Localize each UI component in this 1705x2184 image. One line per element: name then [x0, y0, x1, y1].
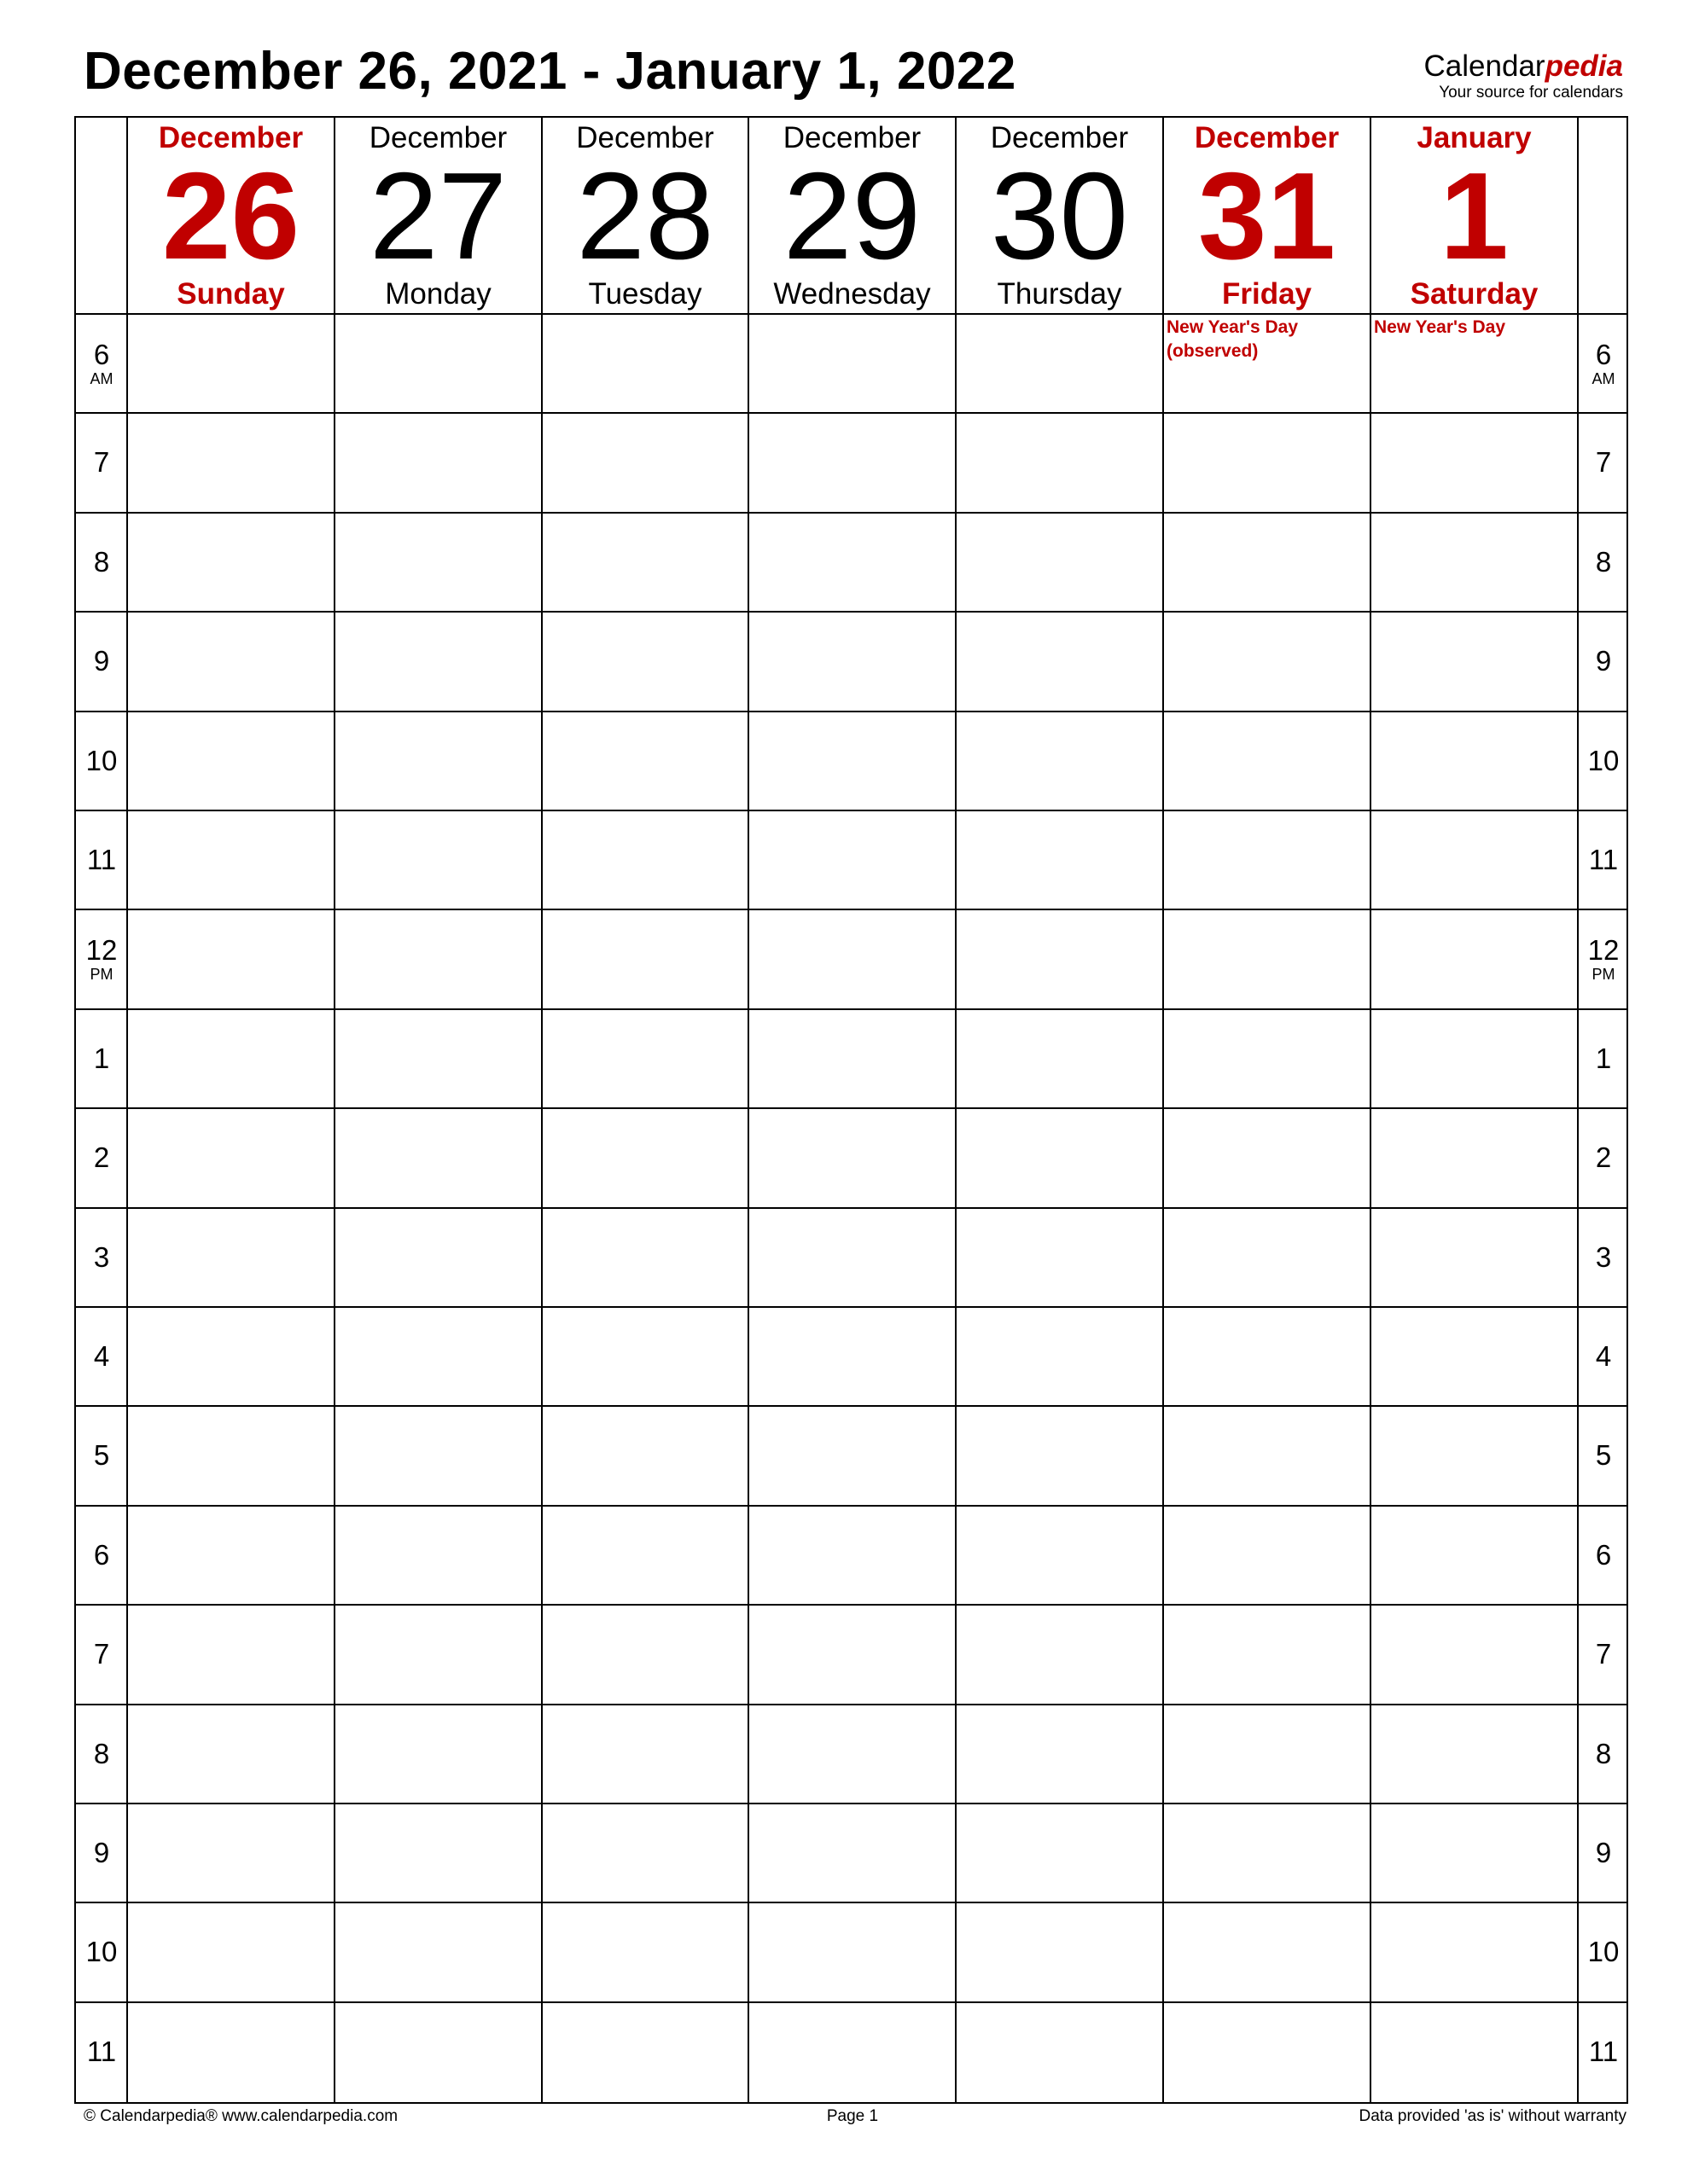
hour-label-right — [1578, 1242, 1629, 1273]
hour-number: 7 — [93, 1638, 110, 1670]
hour-number: 4 — [93, 1340, 110, 1372]
hour-label-left — [76, 547, 127, 578]
hour-label-left — [76, 1838, 127, 1868]
holiday-note: New Year's Day (observed) — [1167, 317, 1299, 361]
hour-label-left — [76, 1341, 127, 1372]
hour-label-right — [1578, 935, 1629, 983]
column-divider — [1577, 118, 1579, 2102]
hour-label-right — [1578, 1639, 1629, 1670]
hour-label-left — [76, 845, 127, 875]
hour-number: 9 — [93, 1837, 110, 1868]
day-name: Thursday — [997, 277, 1122, 311]
day-name: Tuesday — [588, 277, 702, 311]
row-divider — [76, 711, 1626, 712]
hour-label-right — [1578, 547, 1629, 578]
hour-number: 2 — [93, 1141, 110, 1174]
column-divider — [126, 118, 128, 2102]
row-divider — [76, 1902, 1626, 1903]
hour-label-right — [1578, 746, 1629, 776]
hour-number: 5 — [93, 1439, 110, 1472]
hour-number: 7 — [93, 446, 110, 479]
day-number: 31 — [1197, 147, 1336, 285]
hour-number: 1 — [93, 1042, 110, 1074]
hour-label-right — [1578, 1043, 1629, 1074]
hour-number: 10 — [1587, 744, 1620, 776]
day-name: Friday — [1221, 277, 1312, 311]
day-month: December — [783, 121, 922, 154]
day-month: December — [158, 121, 304, 154]
hour-number: 10 — [1587, 1936, 1620, 1968]
day-name: Monday — [385, 277, 492, 311]
day-number: 29 — [783, 147, 922, 285]
hour-number: 1 — [1595, 1042, 1612, 1074]
hour-number: 3 — [1595, 1240, 1612, 1273]
hour-ampm: AM — [90, 370, 113, 387]
day-header-friday — [1163, 118, 1370, 314]
hour-label-left — [76, 2036, 127, 2067]
day-month: January — [1417, 121, 1532, 154]
hour-label-left — [76, 1043, 127, 1074]
day-name: Wednesday — [773, 277, 931, 311]
day-number: 30 — [990, 147, 1129, 285]
hour-number: 3 — [93, 1240, 110, 1273]
hour-number: 9 — [1595, 1837, 1612, 1868]
hour-label-right — [1578, 1440, 1629, 1471]
hour-number: 6 — [1595, 339, 1612, 370]
day-header-wednesday — [748, 118, 956, 314]
day-month: December — [990, 121, 1129, 154]
hour-number: 11 — [1588, 2035, 1619, 2067]
hour-label-right — [1578, 1739, 1629, 1769]
column-divider — [1162, 118, 1164, 2102]
hour-number: 8 — [1595, 545, 1612, 578]
row-divider — [76, 1505, 1626, 1507]
day-number: 27 — [369, 147, 508, 285]
brand-tagline: Your source for calendars — [1439, 84, 1623, 102]
hour-label-right — [1578, 646, 1629, 677]
row-divider — [76, 512, 1626, 514]
hour-number: 7 — [1595, 446, 1612, 479]
row-divider — [76, 810, 1626, 811]
hour-label-left — [76, 935, 127, 983]
hour-ampm: AM — [1592, 370, 1615, 387]
row-divider — [76, 611, 1626, 613]
hour-number: 4 — [1595, 1340, 1612, 1372]
brand-name: Calendarpedia — [1423, 49, 1623, 83]
row-divider — [76, 1604, 1626, 1606]
row-divider — [76, 1704, 1626, 1705]
hour-number: 10 — [85, 744, 118, 776]
hour-number: 5 — [1595, 1439, 1612, 1472]
hour-number: 9 — [93, 645, 110, 677]
row-divider — [76, 1207, 1626, 1209]
hour-number: 6 — [93, 1538, 110, 1571]
day-name: Saturday — [1410, 277, 1539, 311]
column-divider — [1370, 118, 1371, 2102]
hour-number: 11 — [1588, 844, 1619, 875]
column-divider — [334, 118, 335, 2102]
hour-label-left — [76, 447, 127, 478]
column-divider — [541, 118, 543, 2102]
hour-number: 11 — [86, 2035, 117, 2067]
row-divider — [76, 1803, 1626, 1804]
hour-number: 8 — [93, 545, 110, 578]
hour-label-left — [76, 1540, 127, 1571]
day-month: December — [369, 121, 508, 154]
hour-label-right — [1578, 340, 1629, 387]
day-header-monday — [335, 118, 542, 314]
week-grid — [74, 116, 1628, 2104]
row-divider — [76, 1008, 1626, 1010]
hour-label-left — [76, 1639, 127, 1670]
hour-label-left — [76, 340, 127, 387]
day-header-saturday — [1370, 118, 1578, 314]
hour-label-right — [1578, 1341, 1629, 1372]
hour-number: 12 — [1587, 934, 1620, 967]
hour-ampm: PM — [1592, 966, 1615, 984]
hour-number: 6 — [93, 339, 110, 370]
row-divider — [76, 412, 1626, 414]
row-divider — [76, 1107, 1626, 1109]
day-header-sunday — [127, 118, 335, 314]
footer-copyright: © Calendarpedia® www.calendarpedia.com — [84, 2107, 399, 2125]
hour-label-right — [1578, 1540, 1629, 1571]
hour-label-left — [76, 1242, 127, 1273]
page-title: December 26, 2021 - January 1, 2022 — [84, 42, 1016, 101]
day-month: December — [576, 121, 714, 154]
day-name: Sunday — [177, 277, 285, 311]
row-divider — [76, 2001, 1626, 2003]
day-header-thursday — [956, 118, 1163, 314]
day-number: 28 — [576, 147, 714, 285]
hour-label-left — [76, 1937, 127, 1967]
hour-label-right — [1578, 1838, 1629, 1868]
hour-number: 10 — [85, 1936, 118, 1968]
hour-label-left — [76, 746, 127, 776]
column-divider — [955, 118, 957, 2102]
hour-label-left — [76, 1142, 127, 1173]
hour-label-left — [76, 1440, 127, 1471]
row-divider — [76, 909, 1626, 910]
hour-number: 9 — [1595, 645, 1612, 677]
hour-number: 2 — [1595, 1141, 1612, 1174]
hour-label-left — [76, 1739, 127, 1769]
hour-label-right — [1578, 845, 1629, 875]
hour-number: 7 — [1595, 1638, 1612, 1670]
hour-label-right — [1578, 447, 1629, 478]
hour-label-left — [76, 646, 127, 677]
hour-number: 6 — [1595, 1538, 1612, 1571]
hour-label-right — [1578, 1142, 1629, 1173]
day-month: December — [1194, 121, 1340, 154]
hour-label-right — [1578, 2036, 1629, 2067]
column-divider — [748, 118, 749, 2102]
day-number: 1 — [1440, 147, 1509, 285]
hour-number: 12 — [85, 934, 118, 967]
row-divider — [76, 1405, 1626, 1407]
hour-label-right — [1578, 1937, 1629, 1967]
row-divider — [76, 1306, 1626, 1308]
holiday-note: New Year's Day — [1374, 317, 1506, 337]
brand-logo — [1424, 49, 1623, 102]
hour-number: 8 — [1595, 1737, 1612, 1769]
day-number: 26 — [161, 147, 300, 285]
hour-number: 8 — [93, 1737, 110, 1769]
day-header-tuesday — [542, 118, 748, 314]
hour-number: 11 — [86, 844, 117, 875]
footer-disclaimer: Data provided 'as is' without warranty — [1359, 2107, 1626, 2125]
footer-page-number: Page 1 — [826, 2107, 879, 2125]
hour-ampm: PM — [90, 966, 113, 984]
